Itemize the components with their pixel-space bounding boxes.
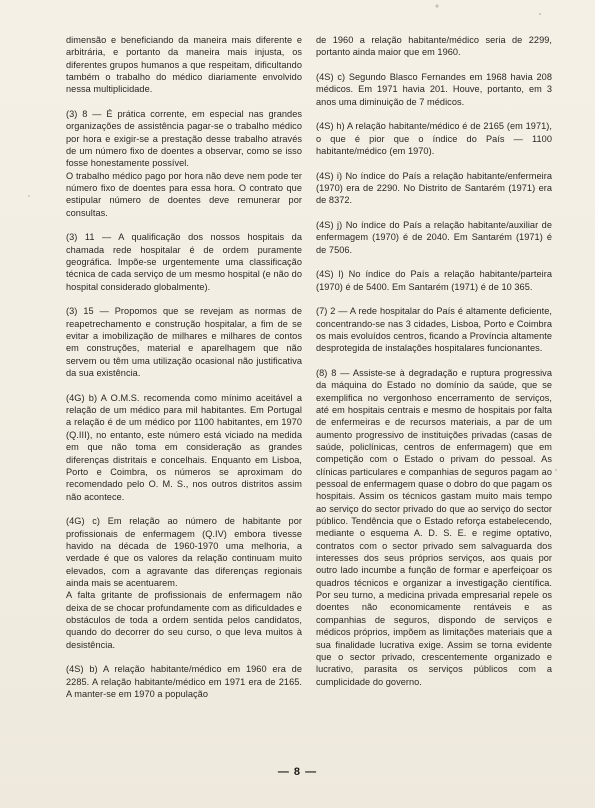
paragraph: (3) 11 — A qualificação dos nossos hospitais da chamada rede hospitalar é de ordem puramente geográfica. Impõe-se urgentemente uma classificação técnica de cada serviço de um mesmo hospital (e não do hospital considerado globalmente). (66, 232, 302, 292)
paragraph: (4S) b) A relação habitante/médico em 1960 era de 2285. A relação habitante/médico em 1971 era de 2165. A manter-se em 1970 a população (66, 664, 302, 699)
paragraph: (4S) j) No índice do País a relação habitante/auxiliar de enfermagem (1970) é de 2040. Em Santarém (1971) é de 7506. (316, 219, 552, 255)
paragraph: (3) 15 — Propomos que se revejam as normas de reapetrechamento e construção hospitalar, a fim de se evitar a imobilização de milhares e milhares de contos em construções, material e aparelhagem que não servem ou têm uma utilização ocasional não justificativa da sua existência. (66, 306, 302, 379)
paragraph: (4S) c) Segundo Blasco Fernandes em 1968 havia 208 médicos. Em 1971 havia 201. Houve, portanto, em 3 anos uma diminuição de 7 médicos. (316, 71, 552, 107)
paragraph: (3) 8 — É prática corrente, em especial nas grandes organizações de assistência pagar-se o trabalho médico por hora e exigir-se a prestação desse trabalho através de um número fixo de doentes a observar, como se isso fosse honestamente possível. (66, 109, 302, 169)
page-number: — 8 — (277, 766, 318, 778)
paragraph: O trabalho médico pago por hora não deve nem pode ter número fixo de doentes para essa hora. O contrato que estipular número de doentes deve remunerar por consultas. (66, 170, 302, 218)
paragraph: (4S) h) A relação habitante/médico é de 2165 (em 1971), o que é pior que o índice do País — 1100 habitante/médico (em 1970). (316, 121, 552, 156)
paragraph: dimensão e beneficiando da maneira mais diferente e arbitrária, e portanto da maneira mais injusta, os diferentes grupos humanos a que respeitam, dificultando também o trabalho do médico diariamente envolvido nessa multiplicidade. (66, 35, 302, 95)
left-column (66, 34, 302, 713)
paragraph: (8) 8 — Assiste-se à degradação e ruptura progressiva da máquina do Estado no domínio da saúde, que se exemplifica no vergonhoso encerramento de serviços, até em hospitais centrais e mesmo de hospitais por falta de enfermeiras e de recursos materiais, a par de um aumento progressivo de instituições privadas (casas de saúde, policlínicas, centros de enfermagem) que em competição com o Estado o privam do pessoal. As clínicas particulares e companhias de seguros pagam ao pessoal de enfermagem quase o dobro do que pagam os hospitais. Assim os técnicos gastam muito mais tempo ao serviço do sector privado do que ao serviço do sector público. Tendência que o Estado reforça estabelecendo, mediante o esquema A. D. S. E. e regime optativo, contratos com o sector privado sem salvaguarda dos interesses dos seus próprios serviços, aos quais por outro lado incumbe a função de formar e aperfeiçoar os quadros técnicos e organizar a investigação científica. Por seu turno, a medicina privada empresarial repele os doentes não economicamente rentáveis e as companhias de seguros, dispondo de serviços e médicos próprios, impõem as limitações materiais que a sua finalidade lucrativa exige. Assim se torna evidente que o sector privado, crescentemente organizado e lucrativo, parasita os serviços públicos com a cumplicidade do governo. (316, 367, 552, 687)
paragraph: de 1960 a relação habitante/médico seria de 2299, portanto ainda maior que em 1960. (316, 35, 552, 58)
right-column (316, 34, 552, 700)
paragraph: (4G) b) A O.M.S. recomenda como mínimo aceitável a relação de um médico para mil habitantes. Em Portugal a relação é de um médico por 1100 habitantes, em 1970 (Q.III), no entanto, este número está viciado na medida em que não toma em consideração as grandes diferenças distritais e concelhais. Enquanto em Lisboa, Porto e Coimbra, os números se aproximam do recomendado pelo O. M. S., nos outros distritos assim não acontece. (66, 392, 302, 502)
paragraph: (4G) c) Em relação ao número de habitante por profissionais de enfermagem (Q.IV) embora tivesse havido na década de 1960-1970 uma melhoria, a verdade é que os valores da relação continuam muito elevados, com a agravante das diferenças regionais ainda mais se acentuarem. (66, 516, 302, 588)
paragraph: (4S) l) No índice do País a relação habitante/parteira (1970) é de 5400. Em Santarém (1971) é de 10 365. (316, 269, 552, 292)
paragraph: A falta gritante de profissionais de enfermagem não deixa de se chocar profundamente com as dificuldades e obstáculos de toda a ordem sentida pelos candidatos, quando do decorrer do seu curso, o que leva muitos à desistência. (66, 590, 302, 650)
paragraph: (7) 2 — A rede hospitalar do País é altamente deficiente, concentrando-se nas 3 cidades, Lisboa, Porto e Coimbra os mais evoluídos centros, ficando a Província altamente desprotegida de instalações hospitalares funcionantes. (316, 306, 552, 354)
paragraph: (4S) i) No índice do País a relação habitante/enfermeira (1970) era de 2290. No Distrito de Santarém (1971) era de 8372. (316, 170, 552, 206)
